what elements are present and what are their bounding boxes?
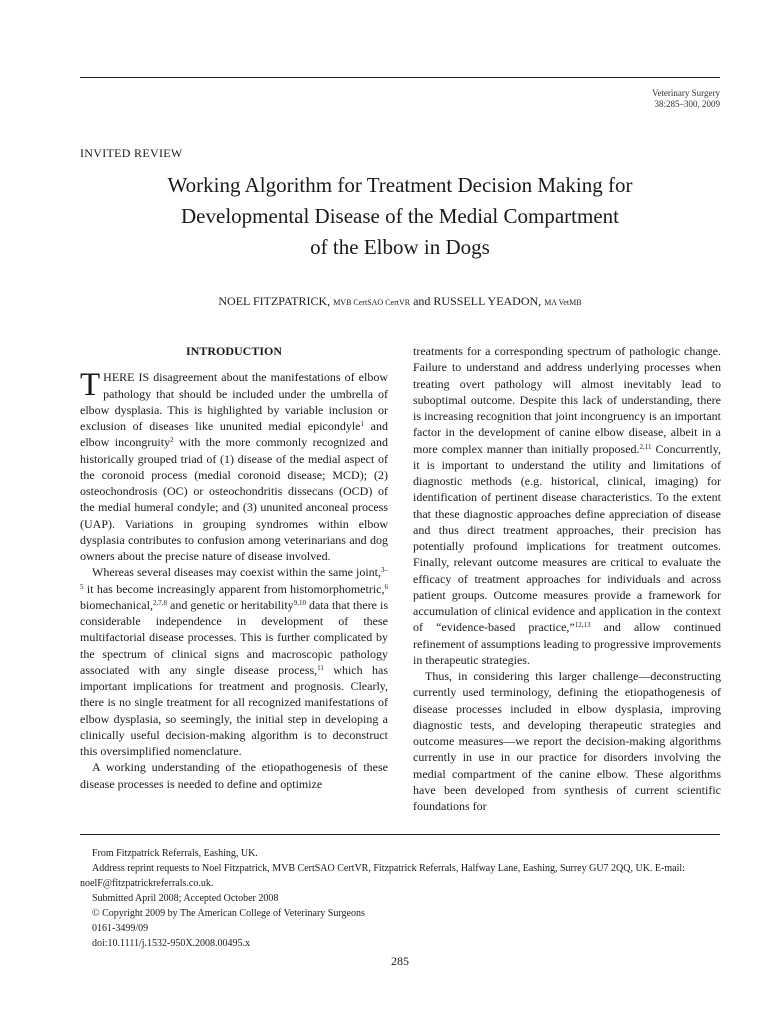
paragraph-text: it has become increasingly apparent from histomorphometric,	[83, 581, 385, 596]
paragraph-4	[413, 343, 721, 668]
paragraph-5: Thus, in considering this larger challenge—deconstructing currently used terminology, defining the etiopathogenesis of disease processes included in elbow dysplasia, improving diagnostic tests, and developing therapeutic strategies and outcome measures—we report the decision-making algorithms currently in use in our practice for disorders involving the medial compartment of the canine elbow. These algorithms have been developed from synthesis of current scientific foundations for	[413, 669, 721, 813]
paragraph-text: and elbow incongruity	[80, 419, 388, 450]
paragraph-text: with the more commonly recognized and historically grouped triad of (1) disease of the medial aspect of the coronoid process (medial coronoid disease; MCD); (2) osteochondrosis (OC) or osteochondritis dissecans (OCD) of the medial humeral condyle; and (3) ununited anconeal process (UAP). Variations in grouping syndromes within elbow dysplasia contributes to confusion among veterinarians and dog owners about the precise nature of disease involved.	[80, 435, 388, 563]
citation-ref: 1	[360, 420, 365, 428]
paragraph-text: Concurrently, it is important to understand the utility and limitations of diagnostic methods (e.g. historical, clinical, imaging) for identification of pertinent disease characteristics. To the extent that these diagnostic approaches define appreciation of disease and thus direct treatment approaches, their precision has potentially profound implications for treatment outcomes. Finally, relevant outcome measures are critical to evaluate the efficacy of treatment approaches for individuals and across patient groups. Outcome measures provide a framework for accumulation of clinical evidence and application in the context of “evidence-based practice,”	[413, 441, 721, 635]
paragraph-text: which has important implications for treatment and prognosis. Clearly, there is no single treatment for all recognized manifestations of elbow dysplasia, so seemingly, the initial step in developing a clinically useful decision-making algorithm is to deconstruct this oversimplified nomenclature.	[80, 662, 388, 758]
author-line	[80, 294, 720, 309]
title-line-2: Developmental Disease of the Medial Compartment	[181, 204, 619, 228]
paragraph-1	[80, 369, 388, 564]
paragraph-text: and genetic or heritability	[166, 597, 294, 612]
paragraph-text: data that there is considerable independence in development of these multifactorial disease processes. This is further complicated by the spectrum of clinical signs and macroscopic pathology associated with any single disease process,	[80, 597, 388, 677]
paragraph-text: Whereas several diseases may coexist within the same joint,	[92, 565, 381, 580]
paragraph-text: and allow continued refinement of assumptions leading to progressive improvements in therapeutic strategies.	[413, 620, 721, 667]
author-conjunction: and	[413, 294, 431, 308]
drop-cap: T	[80, 367, 101, 404]
paragraph-3: A working understanding of the etiopathogenesis of these disease processes is needed to define and optimize	[80, 760, 388, 791]
article-type: INVITED REVIEW	[80, 146, 183, 160]
header-rule	[80, 77, 720, 78]
footnote-rule	[80, 834, 720, 835]
author-2-degrees: MA VetMB	[544, 298, 582, 307]
citation-ref: 2	[170, 436, 174, 445]
title-line-1: Working Algorithm for Treatment Decision Making for	[167, 173, 633, 197]
citation-ref: 6	[384, 582, 388, 591]
paragraph-text: biomechanical,	[80, 597, 153, 612]
footnotes	[80, 846, 720, 951]
citation-ref: 3–5	[80, 566, 388, 591]
right-column	[413, 343, 721, 814]
author-1-degrees: MVB CertSAO CertVR	[333, 298, 411, 307]
citation-ref: 11	[317, 663, 324, 672]
citation-ref: 2,7,8	[152, 598, 167, 607]
page-number: 285	[391, 954, 409, 968]
copyright-note: © Copyright 2009 by The American College of Veterinary Surgeons	[92, 908, 365, 919]
doi-link[interactable]: doi:10.1111/j.1532-950X.2008.00495.x	[92, 938, 251, 949]
author-2-name: RUSSELL YEADON,	[433, 294, 542, 308]
citation-ref: 9,10	[293, 598, 306, 607]
issn-note: 0161-3499/09	[92, 923, 149, 934]
left-column	[80, 343, 388, 792]
submission-dates: Submitted April 2008; Accepted October 2008	[92, 893, 279, 904]
paragraph-text: treatments for a corresponding spectrum of pathologic change. Failure to understand and address underlying processes when treating overt pathology will almost inevitably lead to suboptimal outcome. Despite this lack of understanding, there is increasing recognition that joint incongruency is an important factor in the development of canine elbow disease, albeit in a more complex manner than initially proposed.	[413, 344, 721, 456]
paragraph-text: HERE IS disagreement about the manifestations of elbow pathology that should be included under the umbrella of elbow dysplasia. This is highlighted by variable inclusion or exclusion of diseases like ununited medial epicondyle	[80, 370, 388, 433]
title-line-3: of the Elbow in Dogs	[310, 235, 490, 259]
citation-ref: 2,11	[639, 442, 652, 451]
citation-ref: 12,13	[574, 621, 591, 630]
article-title	[80, 170, 720, 263]
reprint-address-note: Address reprint requests to Noel Fitzpatrick, MVB CertSAO CertVR, Fitzpatrick Referrals, Halfway Lane, Eashing, Surrey GU7 2QQ, UK. E-mail: noelF@fitzpatrickreferrals.co.uk.	[80, 863, 685, 889]
affiliation-note: From Fitzpatrick Referrals, Eashing, UK.	[92, 848, 258, 859]
journal-name: Veterinary Surgery	[651, 88, 720, 98]
author-1-name: NOEL FITZPATRICK,	[218, 294, 331, 308]
section-heading: INTRODUCTION	[185, 344, 282, 358]
journal-citation	[652, 88, 720, 110]
journal-volume-pages: 38:285–300, 2009	[654, 99, 720, 109]
paragraph-2	[80, 564, 388, 759]
